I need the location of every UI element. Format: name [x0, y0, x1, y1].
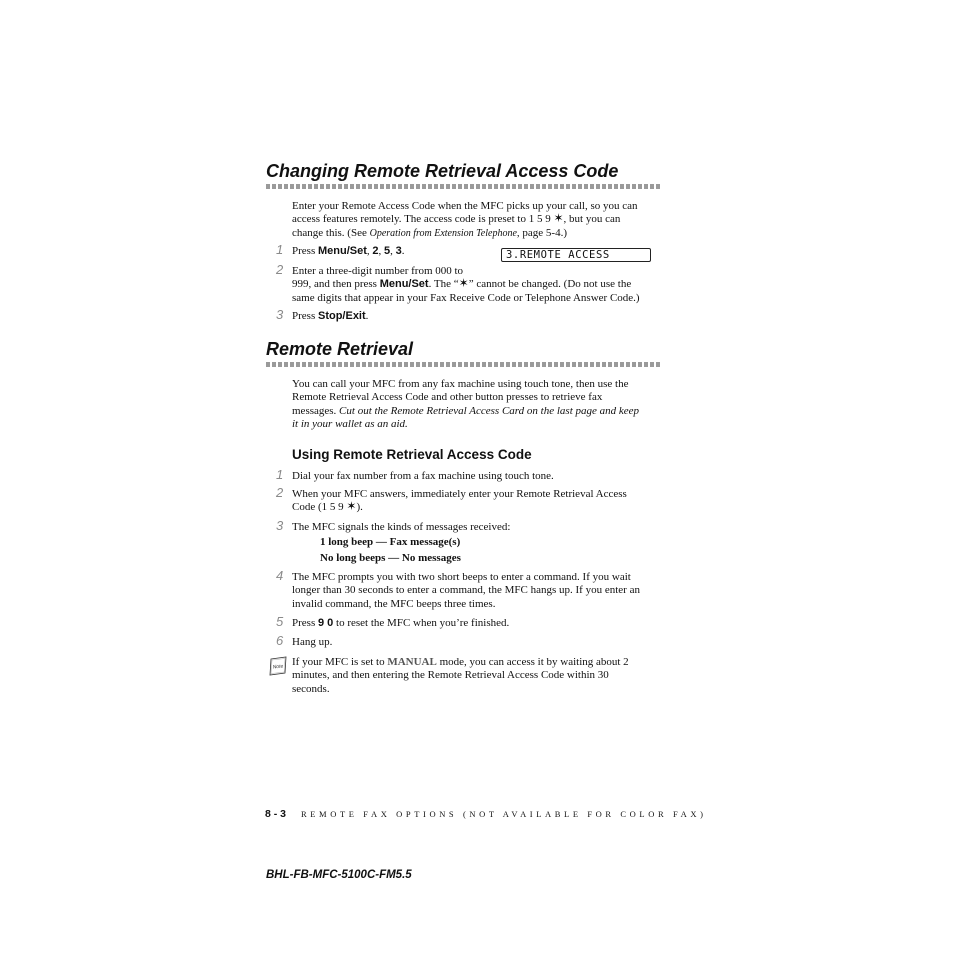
step-number: 1 [276, 467, 284, 482]
step-text: When your MFC answers, immediately enter your Remote Retrieval Access Code (1 5 9 ✶). [292, 488, 627, 514]
intro-line-2: access features remotely. The access code is preset to 1 5 9 ✶, but you can [292, 211, 621, 226]
menu-set-key: Menu/Set [317, 245, 367, 257]
step-number: 2 [276, 262, 284, 277]
note-icon-graphic [268, 656, 288, 676]
remote-retrieval-paragraph: You can call your MFC from any fax machine using touch tone, then use the Remote Retrieval Access Code and other button presses to retrieve fax messages. Cut out the Remote Retrieval Access Card on the last page and keep it in your wallet as an aid. [292, 378, 640, 431]
star-key-icon: ✶ [553, 211, 564, 226]
signal-fax-message: 1 long beep — Fax message(s) [320, 536, 461, 548]
note-icon [268, 656, 288, 676]
step-number: 6 [276, 633, 284, 648]
document-id: BHL-FB-MFC-5100C-FM5.5 [266, 869, 412, 881]
note-icon-label: Note [272, 663, 284, 671]
section-title-remote-retrieval: Remote Retrieval [266, 339, 414, 359]
intro-line-3: change this. (See Operation from Extension Telephone, page 5-4.) [292, 226, 567, 239]
star-key-icon: ✶ [346, 499, 357, 514]
step-number: 3 [276, 518, 284, 533]
chapter-footer: REMOTE FAX OPTIONS (NOT AVAILABLE FOR COLOR FAX) [301, 809, 707, 819]
step-text: The MFC signals the kinds of messages received: [292, 521, 511, 533]
menu-set-key: Menu/Set [379, 278, 429, 291]
step-number: 3 [276, 307, 284, 322]
step-number: 5 [276, 614, 284, 629]
step-text: Press Stop/Exit. [292, 310, 369, 322]
step-number: 4 [276, 568, 284, 583]
step-text: Dial your fax number from a fax machine using touch tone. [292, 470, 554, 482]
step-number: 1 [276, 242, 284, 257]
star-key-icon: ✶ [458, 276, 469, 291]
step-text: Hang up. [292, 636, 333, 648]
section-rule [266, 184, 660, 189]
section-title-changing-code: Changing Remote Retrieval Access Code [266, 161, 619, 181]
step-number: 2 [276, 485, 284, 500]
step-text: Enter a three-digit number from 000 to 999, and then press Menu/Set. The “✶” cannot be changed. (Do not use the same digits that appear in your Fax Receive Code or Telephone Answer Code.) [292, 265, 640, 304]
stop-exit-key: Stop/Exit [317, 310, 366, 322]
intro-paragraph [292, 200, 638, 240]
page-number: 8 - 3 [265, 808, 287, 820]
intro-line-1: Enter your Remote Access Code when the MFC picks up your call, so you can [292, 200, 638, 212]
signal-no-messages: No long beeps — No messages [320, 552, 461, 564]
note-text: If your MFC is set to MANUAL mode, you can access it by waiting about 2 minutes, and then entering the Remote Retrieval Access Code within 30 seconds. [292, 656, 629, 695]
section-rule [266, 362, 660, 367]
step-text: Press 9 0 to reset the MFC when you’re finished. [292, 617, 510, 629]
subheading: Using Remote Retrieval Access Code [292, 447, 532, 462]
step-text: Press Menu/Set, 2, 5, 3. [292, 245, 405, 257]
step-text: The MFC prompts you with two short beeps to enter a command. If you wait longer than 30 seconds to enter a command, the MFC hangs up. If you enter an invalid command, the MFC beeps three times. [292, 571, 640, 610]
lcd-display: 3.REMOTE ACCESS [501, 248, 651, 262]
